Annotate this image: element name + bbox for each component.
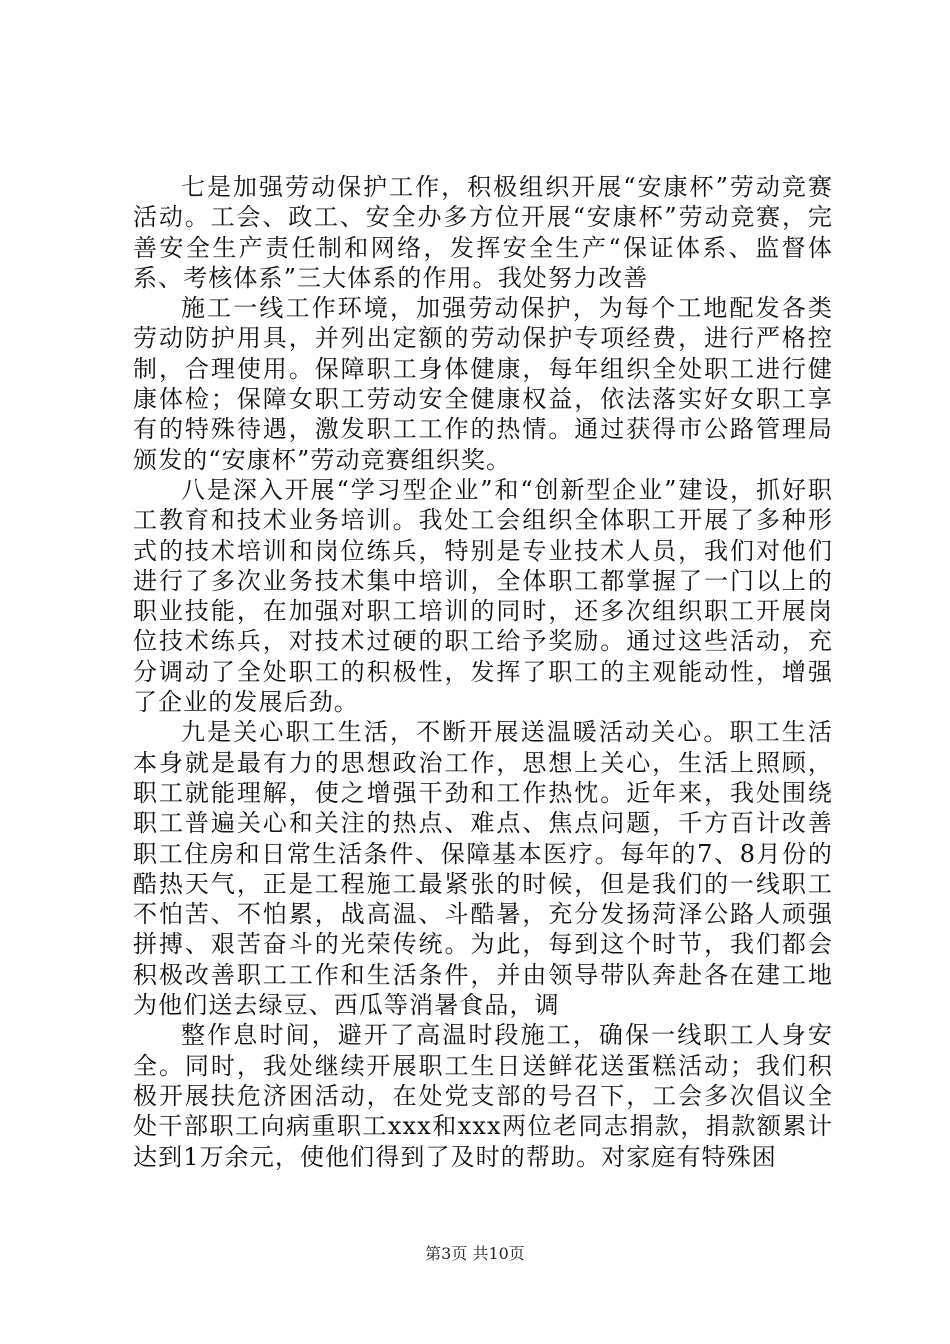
paragraph-work-environment: 施工一线工作环境，加强劳动保护，为每个工地配发各类劳动防护用具，并列出定额的劳动保护专项经费，进行严格控制，合理使用。保障职工身体健康，每年组织全处职工进行健康体检；保障女职工劳动安全健康权益，依法落实好女职工享有的特殊待遇，激发职工工作的热情。通过获得市公路管理局颁发的“安康杯”劳动竞赛组织奖。	[133, 294, 833, 474]
paragraph-labor-protection: 七是加强劳动保护工作，积极组织开展“安康杯”劳动竞赛活动。工会、政工、安全办多方位开展“安康杯”劳动竞赛，完善安全生产责任制和网络，发挥安全生产“保证体系、监督体系、考核体系”三大体系的作用。我处努力改善	[133, 173, 833, 292]
paragraph-worker-care: 九是关心职工生活，不断开展送温暖活动关心。职工生活本身就是最有力的思想政治工作，思想上关心，生活上照顾，职工就能理解，使之增强干劲和工作热忱。近年来，我处围绕职工普遍关心和关注的热点、难点、焦点问题，千方百计改善职工住房和日常生活条件、保障基本医疗。每年的7、8月份的酷热天气，正是工程施工最紧张的时候，但是我们的一线职工不怕苦、不怕累，战高温、斗酷暑，充分发扬菏泽公路人顽强拼搏、艰苦奋斗的光荣传统。为此，每到这个时节，我们都会积极改善职工工作和生活条件，并由领导带队奔赴各在建工地为他们送去绿豆、西瓜等消暑食品，调	[133, 718, 833, 1020]
paragraph-rest-schedule: 整作息时间，避开了高温时段施工，确保一线职工人身安全。同时，我处继续开展职工生日送鲜花送蛋糕活动；我们积极开展扶危济困活动，在处党支部的号召下，工会多次倡议全处干部职工向病重职工xxx和xxx两位老同志捐款，捐款额累计达到1万余元，使他们得到了及时的帮助。对家庭有特殊困	[133, 1021, 833, 1171]
paragraph-learning-enterprise: 八是深入开展“学习型企业”和“创新型企业”建设，抓好职工教育和技术业务培训。我处工会组织全体职工开展了多种形式的技术培训和岗位练兵，特别是专业技术人员，我们对他们进行了多次业务技术集中培训，全体职工都掌握了一门以上的职业技能，在加强对职工培训的同时，还多次组织职工开展岗位技术练兵，对技术过硬的职工给予奖励。通过这些活动，充分调动了全处职工的积极性，发挥了职工的主观能动性，增强了企业的发展后劲。	[133, 475, 833, 717]
document-body	[133, 172, 833, 1172]
page-number-footer: 第3页 共10页	[425, 1244, 525, 1263]
